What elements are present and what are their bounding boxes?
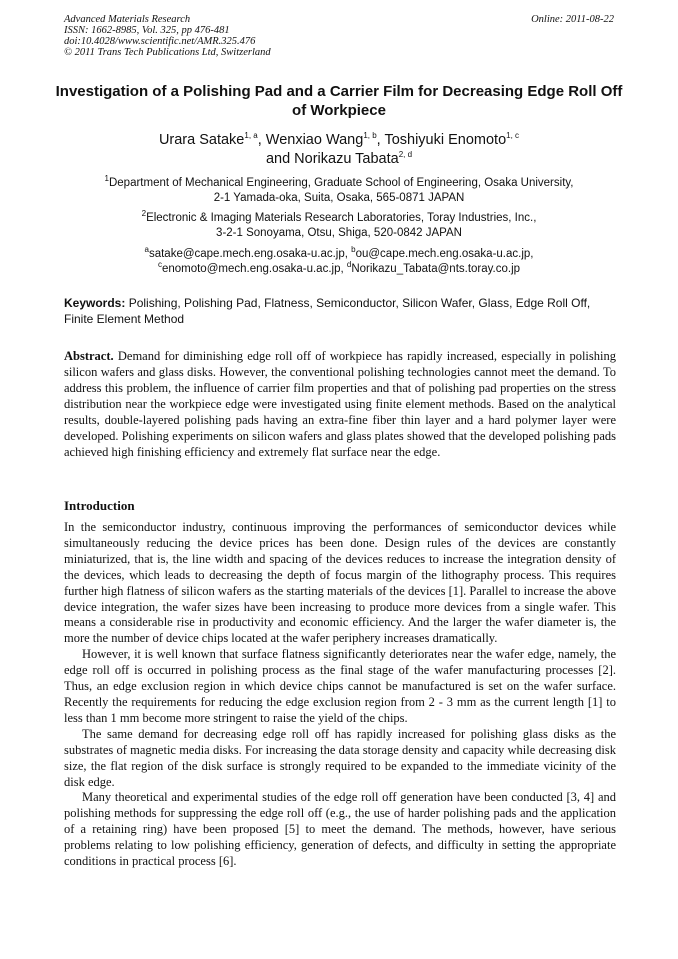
keywords [64,296,616,327]
paragraph: The same demand for decreasing edge roll off has rapidly increased for polishing glass disks as the substrates of magnetic media disks. For increasing the data storage density and capacity while decreasing disk size, the flat region of the disk surface is strongly required to be expanded to the immediate vicinity of the disk edge. [64,726,616,789]
paragraph: Many theoretical and experimental studies of the edge roll off generation have been conducted [3, 4] and polishing methods for suppressing the edge roll off (e.g., the use of harder polishing pads and the application of a retaining ring) have been proposed [5] to meet the demand. The methods, however, have serious problems relating to low polishing efficiency, generation of defects, and difficulty in setting the appropriate conditions in practical process [6]. [64,790,616,869]
author-sup: 2, d [398,150,413,160]
author-sup: 1, c [506,131,520,141]
issn-line: ISSN: 1662-8985, Vol. 325, pp 476-481 [64,25,230,36]
author-name: and Norikazu Tabata [265,151,399,167]
doi-line: doi:10.4028/www.scientific.net/AMR.325.476 [64,36,256,47]
author-line-1: Urara Satake$^{1, a}$, Wenxiao Wang$^{1, b}$, Toshiyuki Enomoto$^{1, c}$ [158,131,520,148]
journal-name: Advanced Materials Research [64,14,191,25]
author-list [50,131,628,169]
email-list: $^a$satake@cape.mech.eng.osaka-u.ac.jp, $^b$ou@cape.mech.eng.osaka-u.ac.jp, $^c$enomoto@mech.eng.osaka-u.ac.jp, $^d$Norikazu_Tabata@nts.toray.co.jp [144,245,534,275]
paragraph: In the semiconductor industry, continuous improving the performances of semiconductor devices while simultaneously reducing the device prices has been done. Design rules of the devices are constantly miniaturized, that is, the line width and spacing of the devices reduces to increase the integration density of the devices, which leads to decreasing the depth of focus margin of the lithography process. This requires further high flatness of silicon wafers as the starting materials of the devices [1]. Parallel to increase the above device integration, the wafer sizes have been increasing to produce more devices from a single wafer. This means a considerable rise in productivity and economic efficiency. And the larger the wafer diameter is, the more the number of device chips located at the wafer periphery increases dramatically. [64,520,616,646]
email-link[interactable]: Norikazu_Tabata@nts.toray.co.jp [351,263,521,275]
paper-title: Investigation of a Polishing Pad and a Carrier Film for Decreasing Edge Roll Off of Workpiece [55,83,623,119]
author-line-2 [50,150,628,169]
online-date: Online: 2011-08-22 [531,14,614,25]
email-link[interactable]: ou@cape.mech.eng.osaka-u.ac.jp, [355,248,534,260]
abstract [64,348,616,460]
keywords-label: Keywords: [64,296,126,310]
paragraph: However, it is well known that surface flatness significantly deteriorates near the wafer edge, namely, the edge roll off is occurred in polishing process as the final stage of the wafer manufacturing processes [2]. Thus, an edge exclusion region in which device chips cannot be manufactured is set on the wafer surface. Recently the requirements for reducing the edge exclusion region from 2 - 3 mm as the current length [1] to less than 1 mm become more stringent to raise the yield of the chips. [64,647,616,725]
author-name: Urara Satake [158,132,245,148]
section-heading-introduction: Introduction [64,498,135,513]
author-name: Toshiyuki Enomoto [384,132,507,148]
abstract-label: Abstract. [64,349,114,363]
introduction-body [64,520,616,870]
copyright-line: © 2011 Trans Tech Publications Ltd, Switzerland [64,47,271,58]
affiliation-2: $^2$Electronic & Imaging Materials Research Laboratories, Toray Industries, Inc., 3-2-1 Sonoyama, Otsu, Shiga, 520-0842 JAPAN [141,209,537,239]
abstract-text: Demand for diminishing edge roll off of workpiece has rapidly increased, especially in polishing silicon wafers and glass disks. However, the conventional polishing technologies cannot meet the demand. To address this problem, the influence of carrier film properties and that of polishing pad properties on the stress distribution near the workpiece edge were investigated using finite element methods. Based on the analytical results, double-layered polishing pads having an extra-fine fiber thin layer and a hard polymer layer were developed. Polishing experiments on silicon wafers and glass plates showed that the developed polishing pads achieved high finishing efficiency and extremely flat surface near the edge. [64,349,616,459]
email-link[interactable]: enomoto@mech.eng.osaka-u.ac.jp, [161,263,347,275]
author-name: Wenxiao Wang [265,132,364,148]
affiliation-1: $^1$Department of Mechanical Engineering, Graduate School of Engineering, Osaka University, 2-1 Yamada-oka, Suita, Osaka, 565-0871 JAPAN [104,174,574,204]
author-sup: 1, a [244,131,258,141]
email-link[interactable]: satake@cape.mech.eng.osaka-u.ac.jp, [148,248,352,260]
author-sup: 1, b [363,131,377,141]
page-header [64,14,614,58]
keywords-text: Polishing, Polishing Pad, Flatness, Semiconductor, Silicon Wafer, Glass, Edge Roll Off, Finite Element Method [64,296,591,326]
